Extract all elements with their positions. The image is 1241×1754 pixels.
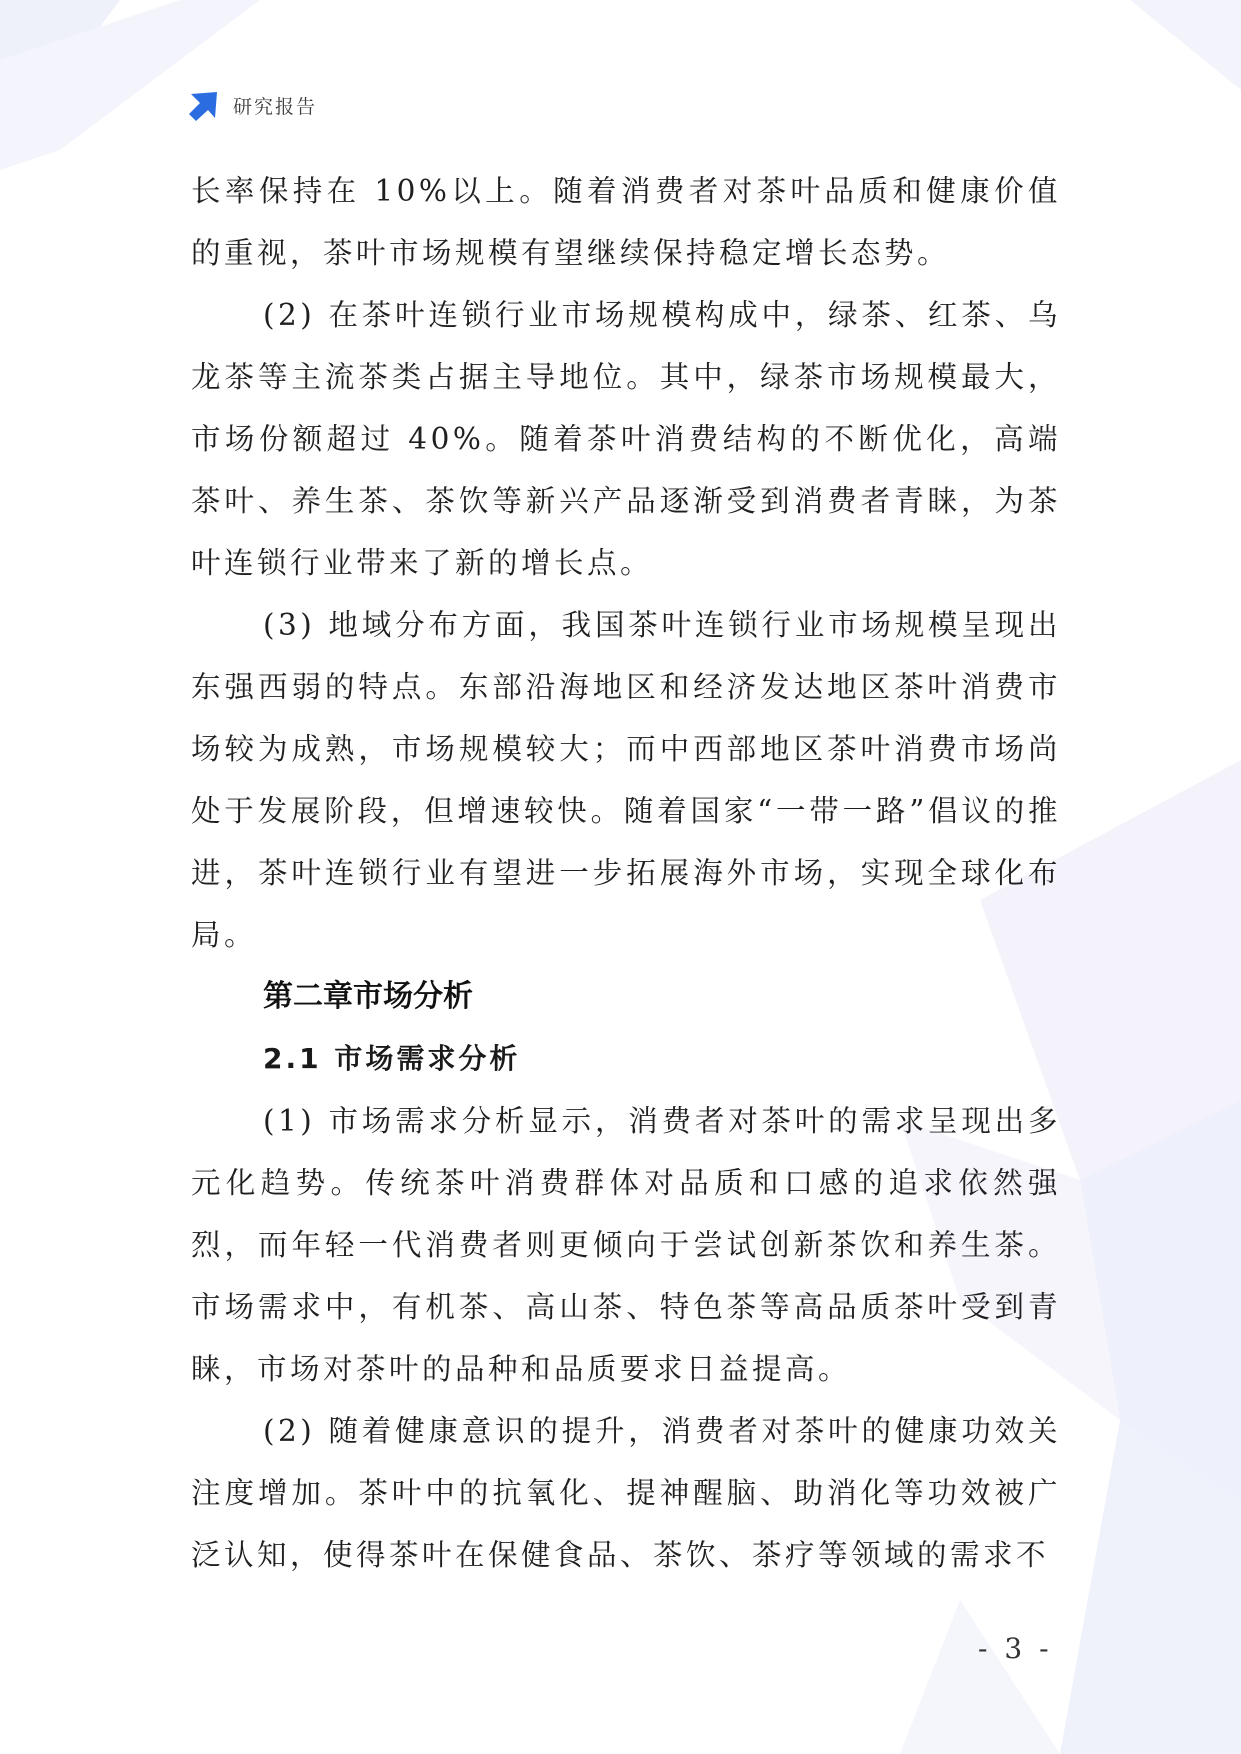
paragraph-demand-diversity: (1) 市场需求分析显示，消费者对茶叶的需求呈现出多元化趋势。传统茶叶消费群体对品质和口感的追求依然强烈，而年轻一代消费者则更倾向于尝试创新茶饮和养生茶。市场需求中，有机茶、高山茶、特色茶等高品质茶叶受到青睐，市场对茶叶的品种和品质要求日益提高。	[191, 1104, 1061, 1386]
report-body	[191, 160, 1061, 1586]
paragraph-health-awareness: (2) 随着健康意识的提升，消费者对茶叶的健康功效关注度增加。茶叶中的抗氧化、提神醒脑、助消化等功效被广泛认知，使得茶叶在保健食品、茶饮、茶疗等领域的需求不	[191, 1414, 1061, 1572]
brand-text: 研究报告	[233, 95, 318, 118]
report-header	[187, 88, 317, 122]
chapter-heading: 第二章市场分析	[263, 979, 473, 1014]
paragraph-market-composition: (2) 在茶叶连锁行业市场规模构成中，绿茶、红茶、乌龙茶等主流茶类占据主导地位。其中，绿茶市场规模最大，市场份额超过 40%。随着茶叶消费结构的不断优化，高端茶叶、养生茶、茶饮等新兴产品逐渐受到消费者青睐，为茶叶连锁行业带来了新的增长点。	[191, 298, 1061, 580]
paragraph-continuation: 长率保持在 10%以上。随着消费者对茶叶品质和健康价值的重视，茶叶市场规模有望继续保持稳定增长态势。	[191, 174, 1061, 270]
section-heading: 2.1 市场需求分析	[263, 1042, 521, 1075]
paragraph-regional-distribution: (3) 地域分布方面，我国茶叶连锁行业市场规模呈现出东强西弱的特点。东部沿海地区和经济发达地区茶叶消费市场较为成熟，市场规模较大；而中西部地区茶叶消费市场尚处于发展阶段，但增速较快。随着国家“一带一路”倡议的推进，茶叶连锁行业有望进一步拓展海外市场，实现全球化布局。	[191, 608, 1061, 952]
page-number: - 3 -	[978, 1632, 1053, 1665]
arrow-up-right-icon	[187, 88, 221, 122]
